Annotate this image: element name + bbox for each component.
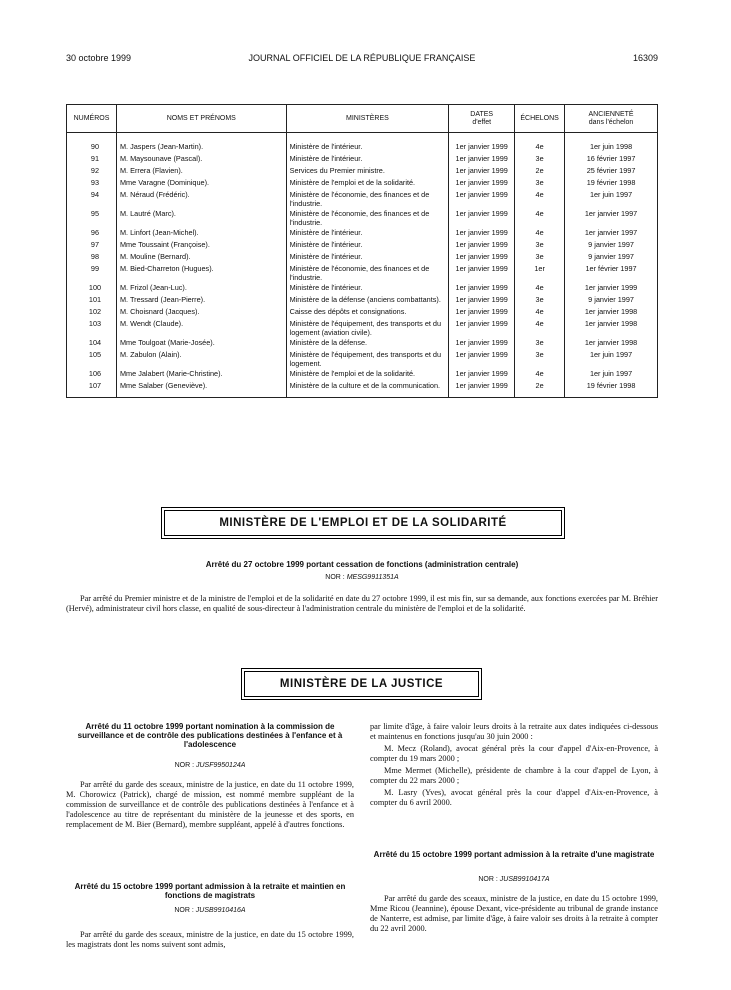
- row-number: 96: [67, 229, 117, 241]
- row-name: M. Néraud (Frédéric).: [116, 191, 286, 210]
- row-echelon: 1er: [515, 265, 565, 284]
- paragraph: Par arrêté du garde des sceaux, ministre de la justice, en date du 15 octobre 1999, Mme Ricou (Jeannine), épouse Dexant, vice-présidente au tribunal de grande instance de Nanterre, est admise, par limite d'âge, à faire valoir ses droits à la retraite à compter du 22 avril 2000.: [370, 894, 658, 933]
- row-ministry: Ministère de l'économie, des finances et de l'industrie.: [286, 210, 449, 229]
- row-number: 95: [67, 210, 117, 229]
- header-journal-title: JOURNAL OFFICIEL DE LA RÉPUBLIQUE FRANÇAISE: [248, 53, 476, 63]
- row-date: 1er janvier 1999: [449, 155, 515, 167]
- row-date: 1er janvier 1999: [449, 284, 515, 296]
- header-page-number: 16309: [632, 53, 658, 63]
- row-ministry: Ministère de l'emploi et de la solidarité.: [286, 179, 449, 191]
- row-ministry: Ministère de l'intérieur.: [286, 253, 449, 265]
- row-number: 93: [67, 179, 117, 191]
- row-anciennete: 9 janvier 1997: [565, 296, 658, 308]
- row-date: 1er janvier 1999: [449, 339, 515, 351]
- row-echelon: 2e: [515, 167, 565, 179]
- table-row: [67, 351, 658, 370]
- row-echelon: 3e: [515, 241, 565, 253]
- nor-reference: [66, 907, 354, 914]
- row-date: 1er janvier 1999: [449, 191, 515, 210]
- paragraph: Par arrêté du Premier ministre et de la ministre de l'emploi et de la solidarité en date du 27 octobre 1999, il est mis fin, sur sa demande, aux fonctions exercées par M. Bréhier (Hervé), administrateur civil hors classe, en qualité de sous-directeur à l'administration centrale du ministère de l'emploi et de la solidarité.: [66, 594, 658, 613]
- row-number: 103: [67, 320, 117, 339]
- row-name: M. Jaspers (Jean-Martin).: [116, 133, 286, 156]
- row-name: M. Wendt (Claude).: [116, 320, 286, 339]
- row-ministry: Ministère de la culture et de la communication.: [286, 382, 449, 398]
- row-echelon: 3e: [515, 155, 565, 167]
- row-name: Mme Toussaint (Françoise).: [116, 241, 286, 253]
- table-row: [67, 191, 658, 210]
- row-date: 1er janvier 1999: [449, 179, 515, 191]
- row-date: 1er janvier 1999: [449, 370, 515, 382]
- paragraph: Par arrêté du garde des sceaux, ministre de la justice, en date du 11 octobre 1999, M. Chorowicz (Patrick), chargé de mission, est nommé membre suppléant de la commission de surveillance et de contrôle des publications destinées à l'enfance et à l'adolescence au titre de représentant du ministère de la jeunesse et des sports, en remplacement de M. Bier (Bernard), membre suppléant, appelé à d'autres fonctions.: [66, 780, 354, 829]
- row-ministry: Ministère de la défense (anciens combattants).: [286, 296, 449, 308]
- table-row: [67, 382, 658, 398]
- row-echelon: 3e: [515, 179, 565, 191]
- row-echelon: 2e: [515, 382, 565, 398]
- table-row: [67, 133, 658, 156]
- row-date: 1er janvier 1999: [449, 308, 515, 320]
- row-number: 94: [67, 191, 117, 210]
- row-anciennete: 19 février 1998: [565, 179, 658, 191]
- row-echelon: 4e: [515, 370, 565, 382]
- row-date: 1er janvier 1999: [449, 210, 515, 229]
- row-number: 101: [67, 296, 117, 308]
- row-name: M. Zabulon (Alain).: [116, 351, 286, 370]
- row-name: M. Mouline (Bernard).: [116, 253, 286, 265]
- row-echelon: 3e: [515, 339, 565, 351]
- nor-code: MESG9911351A: [346, 574, 399, 581]
- row-date: 1er janvier 1999: [449, 167, 515, 179]
- row-number: 92: [67, 167, 117, 179]
- row-number: 105: [67, 351, 117, 370]
- row-number: 99: [67, 265, 117, 284]
- nor-label: NOR :: [325, 574, 345, 581]
- promotions-table: [66, 104, 658, 398]
- nor-label: NOR :: [478, 876, 498, 883]
- nor-reference: [66, 574, 658, 581]
- row-anciennete: 1er janvier 1998: [565, 339, 658, 351]
- row-ministry: Ministère de l'intérieur.: [286, 133, 449, 156]
- row-anciennete: 1er juin 1997: [565, 351, 658, 370]
- nor-code: JUSF9950124A: [195, 762, 246, 769]
- list-item: Mme Mermet (Michelle), présidente de chambre à la cour d'appel de Lyon, à compter du 22 mars 2000 ;: [370, 766, 658, 785]
- nor-label: NOR :: [174, 762, 195, 769]
- row-echelon: 4e: [515, 284, 565, 296]
- row-echelon: 4e: [515, 133, 565, 156]
- row-number: 104: [67, 339, 117, 351]
- row-anciennete: 16 février 1997: [565, 155, 658, 167]
- row-number: 97: [67, 241, 117, 253]
- arrete-body: [66, 780, 354, 832]
- row-ministry: Ministère de l'intérieur.: [286, 229, 449, 241]
- arrete-title: Arrêté du 15 octobre 1999 portant admission à la retraite d'une magistrate: [373, 850, 655, 859]
- row-ministry: Ministère de l'économie, des finances et de l'industrie.: [286, 191, 449, 210]
- row-ministry: Ministère de l'équipement, des transports et du logement.: [286, 351, 449, 370]
- section-heading-justice: MINISTÈRE DE LA JUSTICE: [244, 671, 479, 697]
- row-name: M. Tressard (Jean-Pierre).: [116, 296, 286, 308]
- row-name: M. Maysounave (Pascal).: [116, 155, 286, 167]
- section-heading-emploi: MINISTÈRE DE L'EMPLOI ET DE LA SOLIDARITÉ: [164, 510, 562, 536]
- row-ministry: Ministère de l'emploi et de la solidarité.: [286, 370, 449, 382]
- row-ministry: Caisse des dépôts et consignations.: [286, 308, 449, 320]
- paragraph: par limite d'âge, à faire valoir leurs droits à la retraite aux dates indiquées ci-dessous et maintenus en fonctions jusqu'au 30 juin 2000 :: [370, 722, 658, 741]
- row-ministry: Ministère de l'intérieur.: [286, 241, 449, 253]
- row-echelon: 3e: [515, 253, 565, 265]
- column-header: ÉCHELONS: [515, 105, 565, 133]
- row-ministry: Ministère de la défense.: [286, 339, 449, 351]
- header-date: 30 octobre 1999: [66, 53, 132, 63]
- row-echelon: 4e: [515, 320, 565, 339]
- row-anciennete: 1er janvier 1999: [565, 284, 658, 296]
- arrete-body-continued: [370, 722, 658, 810]
- row-ministry: Ministère de l'intérieur.: [286, 284, 449, 296]
- row-anciennete: 9 janvier 1997: [565, 253, 658, 265]
- row-number: 107: [67, 382, 117, 398]
- column-header: MINISTÈRES: [286, 105, 449, 133]
- row-anciennete: 9 janvier 1997: [565, 241, 658, 253]
- row-ministry: Ministère de l'intérieur.: [286, 155, 449, 167]
- row-name: Mme Varagne (Dominique).: [116, 179, 286, 191]
- table-row: [67, 210, 658, 229]
- column-header: DATES d'effet: [449, 105, 515, 133]
- row-echelon: 4e: [515, 191, 565, 210]
- row-date: 1er janvier 1999: [449, 382, 515, 398]
- table-row: [67, 265, 658, 284]
- nor-code: JUSB9910416A: [195, 907, 246, 914]
- row-anciennete: 1er janvier 1998: [565, 308, 658, 320]
- row-number: 106: [67, 370, 117, 382]
- arrete-body: [370, 894, 658, 936]
- column-header: NUMÉROS: [67, 105, 117, 133]
- row-anciennete: 1er février 1997: [565, 265, 658, 284]
- row-anciennete: 25 février 1997: [565, 167, 658, 179]
- row-anciennete: 1er juin 1997: [565, 191, 658, 210]
- row-name: Mme Salaber (Geneviève).: [116, 382, 286, 398]
- row-echelon: 4e: [515, 210, 565, 229]
- row-number: 100: [67, 284, 117, 296]
- nor-reference: [370, 876, 658, 883]
- row-date: 1er janvier 1999: [449, 253, 515, 265]
- row-name: M. Bied-Charreton (Hugues).: [116, 265, 286, 284]
- row-name: Mme Toulgoat (Marie-Josée).: [116, 339, 286, 351]
- row-anciennete: 1er janvier 1998: [565, 320, 658, 339]
- row-date: 1er janvier 1999: [449, 296, 515, 308]
- row-echelon: 4e: [515, 229, 565, 241]
- row-echelon: 3e: [515, 296, 565, 308]
- list-item: M. Lasry (Yves), avocat général près la cour d'appel d'Aix-en-Provence, à compter du 6 avril 2000.: [370, 788, 658, 807]
- row-name: M. Errera (Flavien).: [116, 167, 286, 179]
- row-name: M. Choisnard (Jacques).: [116, 308, 286, 320]
- row-name: M. Frizol (Jean-Luc).: [116, 284, 286, 296]
- row-number: 91: [67, 155, 117, 167]
- row-ministry: Services du Premier ministre.: [286, 167, 449, 179]
- arrete-body: [66, 594, 658, 616]
- row-ministry: Ministère de l'équipement, des transports et du logement (aviation civile).: [286, 320, 449, 339]
- row-date: 1er janvier 1999: [449, 265, 515, 284]
- row-date: 1er janvier 1999: [449, 320, 515, 339]
- table-header-row: [67, 105, 658, 133]
- row-ministry: Ministère de l'économie, des finances et de l'industrie.: [286, 265, 449, 284]
- row-anciennete: 1er juin 1997: [565, 370, 658, 382]
- row-anciennete: 19 février 1998: [565, 382, 658, 398]
- row-anciennete: 1er juin 1998: [565, 133, 658, 156]
- row-date: 1er janvier 1999: [449, 229, 515, 241]
- row-number: 90: [67, 133, 117, 156]
- row-name: M. Lautré (Marc).: [116, 210, 286, 229]
- nor-label: NOR :: [174, 907, 194, 914]
- row-date: 1er janvier 1999: [449, 133, 515, 156]
- nor-reference: [66, 762, 354, 769]
- row-number: 102: [67, 308, 117, 320]
- row-anciennete: 1er janvier 1997: [565, 229, 658, 241]
- arrete-title: Arrêté du 15 octobre 1999 portant admission à la retraite et maintien en fonctions de magistrats: [74, 882, 346, 900]
- row-name: M. Linfort (Jean-Michel).: [116, 229, 286, 241]
- table-row: [67, 320, 658, 339]
- row-name: Mme Jalabert (Marie-Christine).: [116, 370, 286, 382]
- nor-code: JUSB9910417A: [499, 876, 550, 883]
- paragraph: Par arrêté du garde des sceaux, ministre de la justice, en date du 15 octobre 1999, les magistrats dont les noms suivent sont admis,: [66, 930, 354, 949]
- row-echelon: 4e: [515, 308, 565, 320]
- arrete-title: Arrêté du 27 octobre 1999 portant cessation de fonctions (administration centrale): [205, 560, 519, 569]
- row-anciennete: 1er janvier 1997: [565, 210, 658, 229]
- column-header: ANCIENNETÉ dans l'échelon: [565, 105, 658, 133]
- row-date: 1er janvier 1999: [449, 351, 515, 370]
- arrete-body: [66, 930, 354, 952]
- list-item: M. Mecz (Roland), avocat général près la cour d'appel d'Aix-en-Provence, à compter du 19 mars 2000 ;: [370, 744, 658, 763]
- row-date: 1er janvier 1999: [449, 241, 515, 253]
- arrete-title: Arrêté du 11 octobre 1999 portant nomination à la commission de surveillance et de contrôle des publications destinées à l'enfance et à l'adolescence: [77, 722, 343, 749]
- row-number: 98: [67, 253, 117, 265]
- row-echelon: 3e: [515, 351, 565, 370]
- column-header: NOMS ET PRÉNOMS: [116, 105, 286, 133]
